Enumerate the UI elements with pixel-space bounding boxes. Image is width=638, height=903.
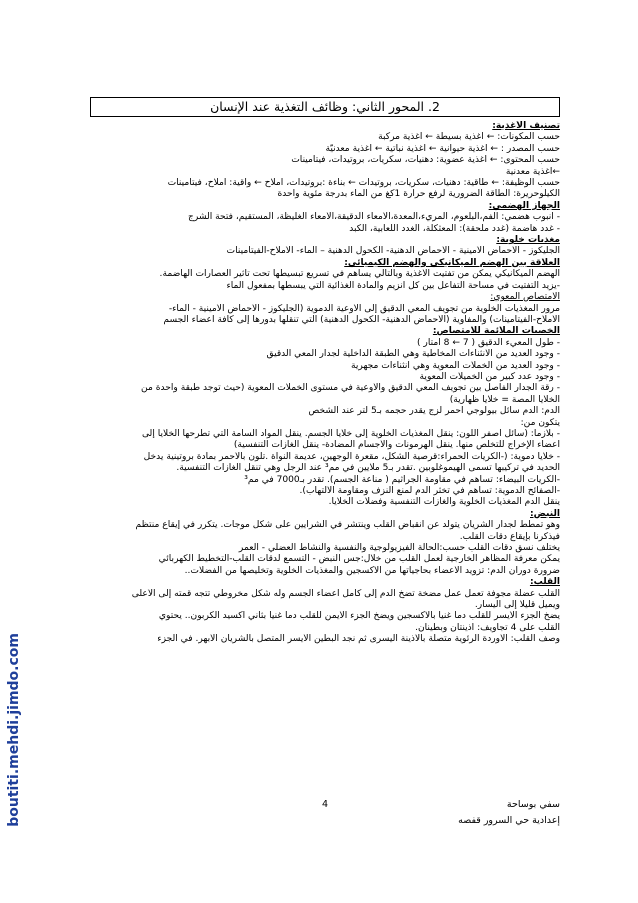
text-line: - غدد هاضمة (غدد ملحقة): المعثكلة، الغدد اللعابية، الكبد (349, 223, 560, 234)
text-line: - بلازما: (سائل أصفر اللون: ينقل المغذيات الخلوية إلى خلايا الجسم. ينقل المواد السامة التي تطرحها الخلايا إلى (141, 428, 560, 439)
section-heading: القلب: (529, 577, 560, 588)
text-line: يمكن معرفة المظاهر الخارجية لعمل القلب من خلال:جس النبض - التسمع لدقات القلب-التخطيط الكهربائي (158, 554, 560, 565)
text-line: الدم: الدم سائل بيولوجي أحمر لزج يقدر حجمه بـ5 لتر عند الشخص (308, 406, 560, 417)
text-line: الأملاح-الفيتامينات) والمفاوية (الأحماض الدهنية- الكحول الدهنية) التي تنقلها بدورها إلى كافة أعضاء الجسم (163, 314, 560, 325)
text-line: حسب المحتوى: ← أغذية عضوية: دهنيات، سكريات، بروتيدات، فيتامينات (291, 155, 560, 166)
text-line: ←أغذية معدنية (505, 166, 560, 177)
page-title: 2. المحور الثاني: وظائف التغذية عند الإنسان (90, 97, 560, 117)
text-line: -يزيد التفتيت في مساحة التفاعل بين كل أنزيم والمادة الغذائية التي يبسطها بمفعول الماء (226, 280, 560, 291)
text-line: حسب المصدر : ← أغذية حيوانية ← أغذية نباتية ← أغذية معدنيّة (325, 143, 560, 154)
text-line: -الصفائح الدموية: تساهم في تخثر الدم لمنع النزف ومقاومة الالتهاب). (299, 486, 560, 496)
section-heading: النبض: (530, 508, 560, 519)
text-line: - وجود العديد من الخملات المعوية وهي انثناءات مجهرية (351, 360, 560, 371)
text-line: الحديد في تركيبها تسمى الهيموغلوبين .تقدر بـ5 ملايين في مم³ عند الرجل وهي تنقل الغازات التنفسية. (176, 463, 560, 474)
text-line: - خلايا دموية: (-الكريات الحمراء:قرصية الشكل، مقعرة الوجهين، عديمة النواة .تلون بالأحمر بمادة بروتينية يدخل (143, 451, 560, 462)
text-line: وهو تمطط لجدار الشريان يتولد عن انقباض القلب وينتشر في الشرايين على شكل موجات. يتكرر في إيقاع منتظم (135, 520, 560, 531)
text-line: الهضم الميكانيكي يمكن من تفتيت الأغذية وبالتالي يساهم في تسريع تبسيطها تحت تأثير العصارات الهاضمة. (159, 269, 560, 280)
text-line: ينقل الدم المغذيات الخلوية والغازات التنفسية وفضلات الخلايا. (328, 497, 560, 508)
section-heading: العلاقة بين الهضم الميكانيكي والهضم الكيميائي: (344, 257, 560, 268)
text-line: - أنبوب هضمي: الفم،البلعوم، المريء،المعدة،الأمعاء الدقيقة،الأمعاء الغليظة، المستقيم، فتحة الشرج (187, 212, 560, 223)
text-line: القلب على 4 تجاويف: أذينتان وبطينان. (415, 622, 560, 633)
footer-author: سفي بوساحة (506, 799, 560, 810)
text-line: - رقة الجدار الفاصل بين تجويف المعي الدقيق والأوعية في مستوى الخملات المعوية (حيث توجد طبقة واحدة من (141, 383, 560, 394)
side-watermark (6, 560, 22, 900)
section-heading: الخصيات الملائمة للامتصاص: (432, 326, 560, 337)
text-line: ويميل قليلا إلى اليسار. (474, 600, 560, 611)
text-line: ضرورة دوران الدم: تزويد الأعضاء بحاجياتها من الأكسجين والمغذيات الخلوية وتخليصها من الفضلات.. (184, 565, 560, 576)
text-line: القلب عضلة مجوفة تعمل عمل مضخة تضخ الدم إلى كامل أعضاء الجسم وله شكل مخروطي تتجه قمته إلى الأعلى (131, 588, 560, 599)
text-line: يضخ الجزء الأيسر للقلب دما غنيا بالأكسجين ويضخ الجزء الأيمن للقلب دما غنيا بثاني أكسيد الكربون.. يحتوي (158, 611, 560, 622)
text-line: يتكون من: (520, 417, 560, 428)
text-line: حسب الوظيفة: ← طاقية: دهنيات، سكريات، بروتيدات ← بناءة :بروتيدات، أملاح ← واقية: أملاح، فيتامينات (167, 178, 560, 189)
text-line: - وجود العديد من الانثناءات المخاطية وهي الطبقة الداخلية لجدار المعي الدقيق (266, 349, 560, 360)
text-line: الكيلوحريرة: الطاقة الضرورية لرفع حرارة 1كغ من الماء بدرجة مئوية واحدة (277, 189, 560, 200)
text-line: حسب المكونات: ← أغذية بسيطة ← أغذية مركبة (378, 132, 560, 143)
section-heading: مغذيات خلوية: (496, 235, 560, 246)
text-line: الجليكوز - الأحماض الأمينية - الأحماض الدهنية- الكحول الدهنية – الماء- الأملاح-الفيتامينات (226, 246, 560, 257)
text-line: مرور المغذيات الخلوية من تجويف المعي الدقيق إلى الأوعية الدموية (الجليكوز - الأحماض الأمينية - الماء- (168, 303, 560, 314)
text-line: - طول المعيء الدقيق ( 7 ← 8 أمتار ) (416, 337, 560, 348)
watermark-text: boutiti.mehdi.jimdo.com (6, 633, 22, 827)
text-line: فيذكرنا بإيقاع دقات القلب. (459, 531, 560, 542)
text-line: وصف القلب: الأوردة الرئوية متصلة بالأذينة اليسرى ثم نجد البطين الأيسر المتصل بالشريان الأبهر. في الجزء (157, 634, 560, 645)
text-line: أعضاء الإخراج للتخلص منها. ينقل الهرمونات والأجسام المضادة- ينقل الغازات التنفسية) (233, 440, 560, 451)
text-line: يختلف نسق دقات القلب حسب:الحالة الفيزيولوجية والنفسية والنشاط العضلي - العمر (238, 543, 560, 554)
page-number: 4 (321, 799, 329, 810)
section-heading: الامتصاص المعوي: (490, 292, 560, 303)
text-line: - وجود عدد كبير من الخميلات المعوية (419, 371, 560, 382)
section-heading: تصنيف الأغذية: (492, 121, 560, 131)
footer-school: إعدادية حي السرور قفصه (458, 815, 560, 826)
text-line: -الكريات البيضاء: تساهم في مقاومة الجراثيم ( مناعة الجسم). تقدر بـ7000 في مم³ (244, 474, 560, 485)
document-body (88, 121, 560, 646)
text-line: الخلايا المصة = خلايا ظهارية) (449, 394, 560, 405)
section-heading: الجهاز الهضمي: (488, 200, 560, 211)
